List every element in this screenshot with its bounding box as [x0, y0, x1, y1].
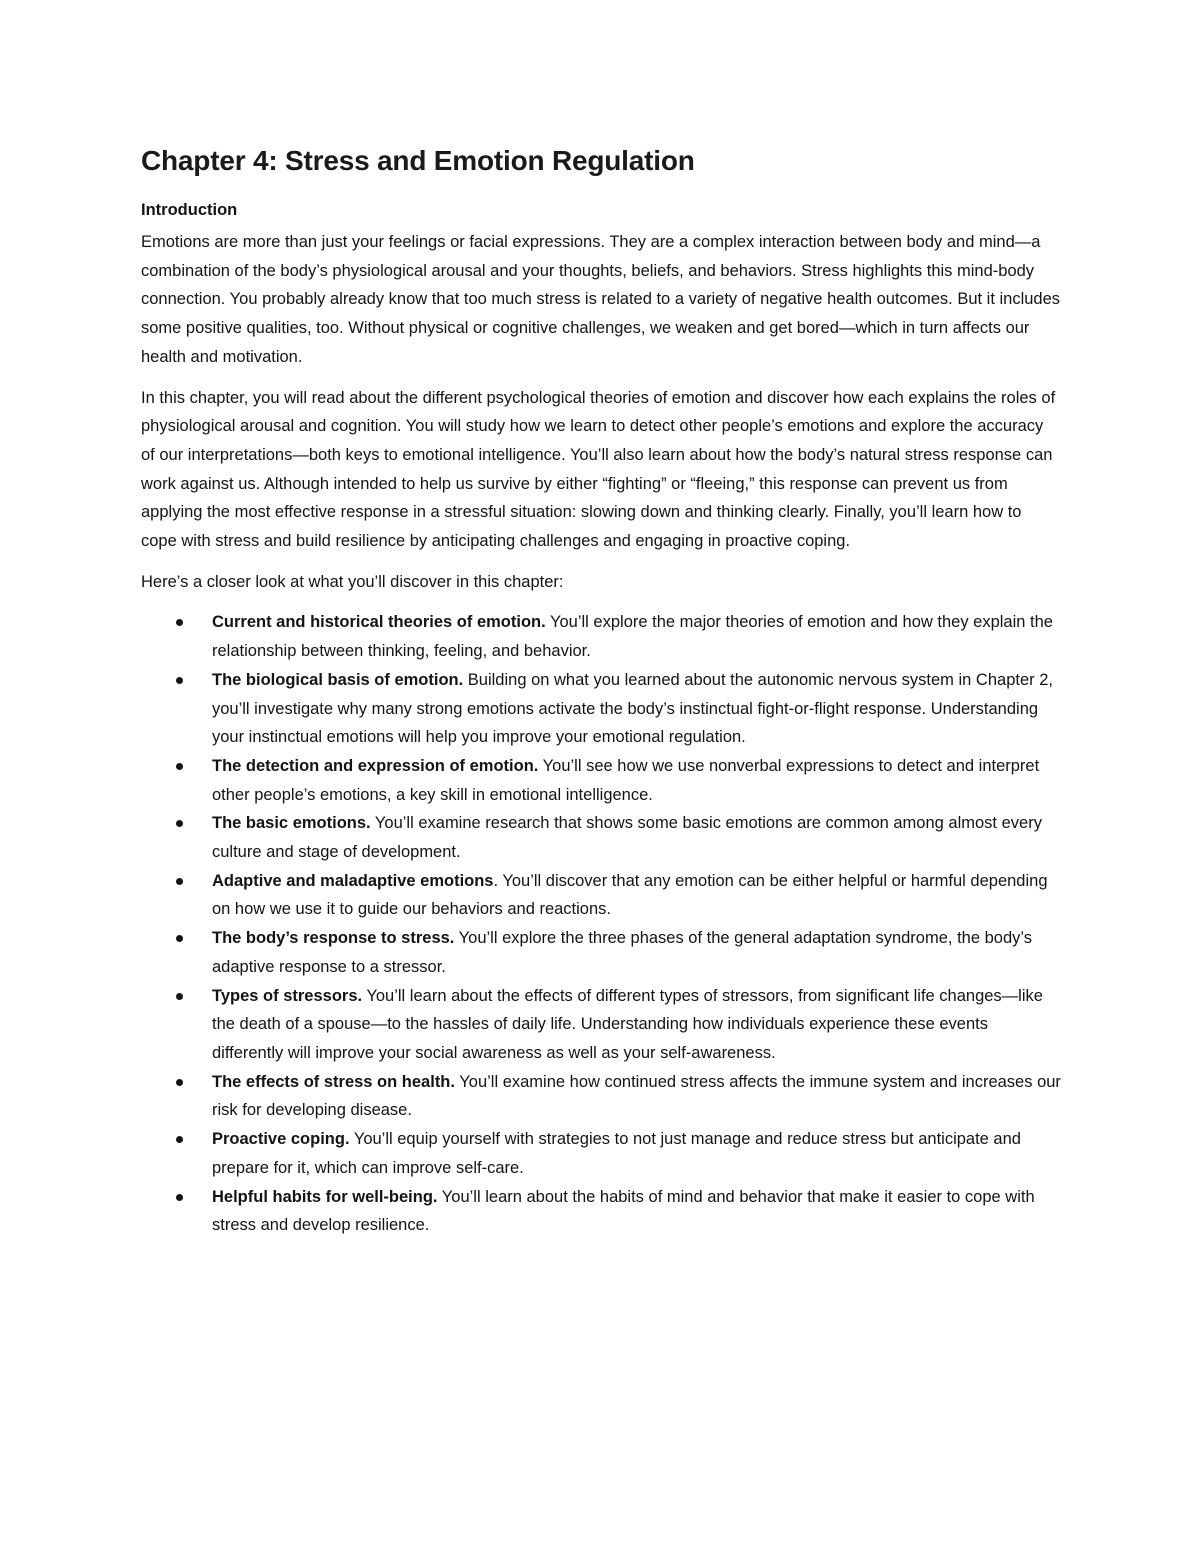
bullet-term: Current and historical theories of emotion. — [212, 613, 546, 632]
bullet-text: You’ll learn about the habits of mind and behavior that make it easier to cope with stress and develop resilience. — [212, 1187, 1035, 1235]
document-body — [141, 138, 1061, 1240]
bullet-icon — [176, 993, 183, 1000]
section-heading: Introduction — [141, 201, 238, 219]
bullet-term: The basic emotions. — [212, 814, 371, 833]
list-item — [141, 982, 1061, 1068]
bullet-icon — [176, 677, 183, 684]
bullet-text: You’ll learn about the effects of different types of stressors, from significant life changes—like the death of a spouse—to the hassles of daily life. Understanding how individuals experience these events differently will improve your social awareness as well as your self-awareness. — [212, 986, 1043, 1062]
list-item — [141, 1125, 1061, 1182]
intro-paragraph-2: In this chapter, you will read about the different psychological theories of emotion and discover how each explains the roles of physiological arousal and cognition. You will study how we learn to detect other people’s emotions and explore the accuracy of our interpretations—both keys to emotional intelligence. You’ll also learn about how the body’s natural stress response can work against us. Although intended to help us survive by either “fighting” or “fleeing,” this response can prevent us from applying the most effective response in a stressful situation: slowing down and thinking clearly. Finally, you’ll learn how to cope with stress and build resilience by anticipating challenges and engaging in proactive coping. — [141, 388, 1056, 551]
list-item — [141, 752, 1061, 809]
list-item — [141, 1068, 1061, 1125]
bullet-term: The biological basis of emotion. — [212, 670, 464, 689]
bullet-lead-in: Here’s a closer look at what you’ll discover in this chapter: — [141, 572, 564, 591]
bullet-term: The body’s response to stress. — [212, 929, 455, 948]
bullet-term: Adaptive and maladaptive emotions — [212, 871, 494, 890]
bullet-text: You’ll explore the major theories of emotion and how they explain the relationship between thinking, feeling, and behavior. — [212, 613, 1053, 661]
list-item — [141, 924, 1061, 981]
list-item — [141, 608, 1061, 665]
bullet-icon — [176, 763, 183, 770]
chapter-topics-list — [141, 608, 1061, 1239]
bullet-term: Proactive coping. — [212, 1130, 350, 1149]
list-item — [141, 809, 1061, 866]
bullet-text: . You’ll discover that any emotion can be either helpful or harmful depending on how we use it to guide our behaviors and reactions. — [212, 871, 1048, 919]
bullet-text: You’ll see how we use nonverbal expressions to detect and interpret other people’s emotions, a key skill in emotional intelligence. — [212, 756, 1040, 804]
bullet-term: The detection and expression of emotion. — [212, 756, 539, 775]
bullet-icon — [176, 619, 183, 626]
list-item — [141, 1183, 1061, 1240]
bullet-text: You’ll equip yourself with strategies to not just manage and reduce stress but anticipate and prepare for it, which can improve self-care. — [212, 1130, 1021, 1177]
bullet-term: Types of stressors. — [212, 986, 363, 1005]
chapter-title: Chapter 4: Stress and Emotion Regulation — [141, 145, 695, 176]
bullet-icon — [176, 1079, 183, 1086]
bullet-term: Helpful habits for well-being. — [212, 1187, 438, 1206]
bullet-text: Building on what you learned about the autonomic nervous system in Chapter 2, you’ll investigate why many strong emotions activate the body’s instinctual fight-or-flight response. Understanding your instinctual emotions will help you improve your emotional regulation. — [212, 670, 1053, 747]
bullet-icon — [176, 1194, 183, 1201]
bullet-term: The effects of stress on health. — [212, 1072, 455, 1091]
intro-paragraph-1: Emotions are more than just your feelings or facial expressions. They are a complex interaction between body and mind—a combination of the body’s physiological arousal and your thoughts, beliefs, and behaviors. Stress highlights this mind-body connection. You probably already know that too much stress is related to a variety of negative health outcomes. But it includes some positive qualities, too. Without physical or cognitive challenges, we weaken and get bored—which in turn affects our health and motivation. — [141, 233, 1061, 366]
list-item — [141, 666, 1061, 752]
bullet-text: You’ll examine research that shows some basic emotions are common among almost every culture and stage of development. — [212, 814, 1042, 862]
bullet-text: You’ll explore the three phases of the general adaptation syndrome, the body’s adaptive response to a stressor. — [212, 929, 1032, 976]
list-item — [141, 867, 1061, 924]
bullet-icon — [176, 935, 183, 942]
bullet-icon — [176, 1136, 183, 1143]
bullet-text: You’ll examine how continued stress affects the immune system and increases our risk for developing disease. — [212, 1072, 1061, 1120]
bullet-icon — [176, 820, 183, 827]
bullet-icon — [176, 878, 183, 885]
